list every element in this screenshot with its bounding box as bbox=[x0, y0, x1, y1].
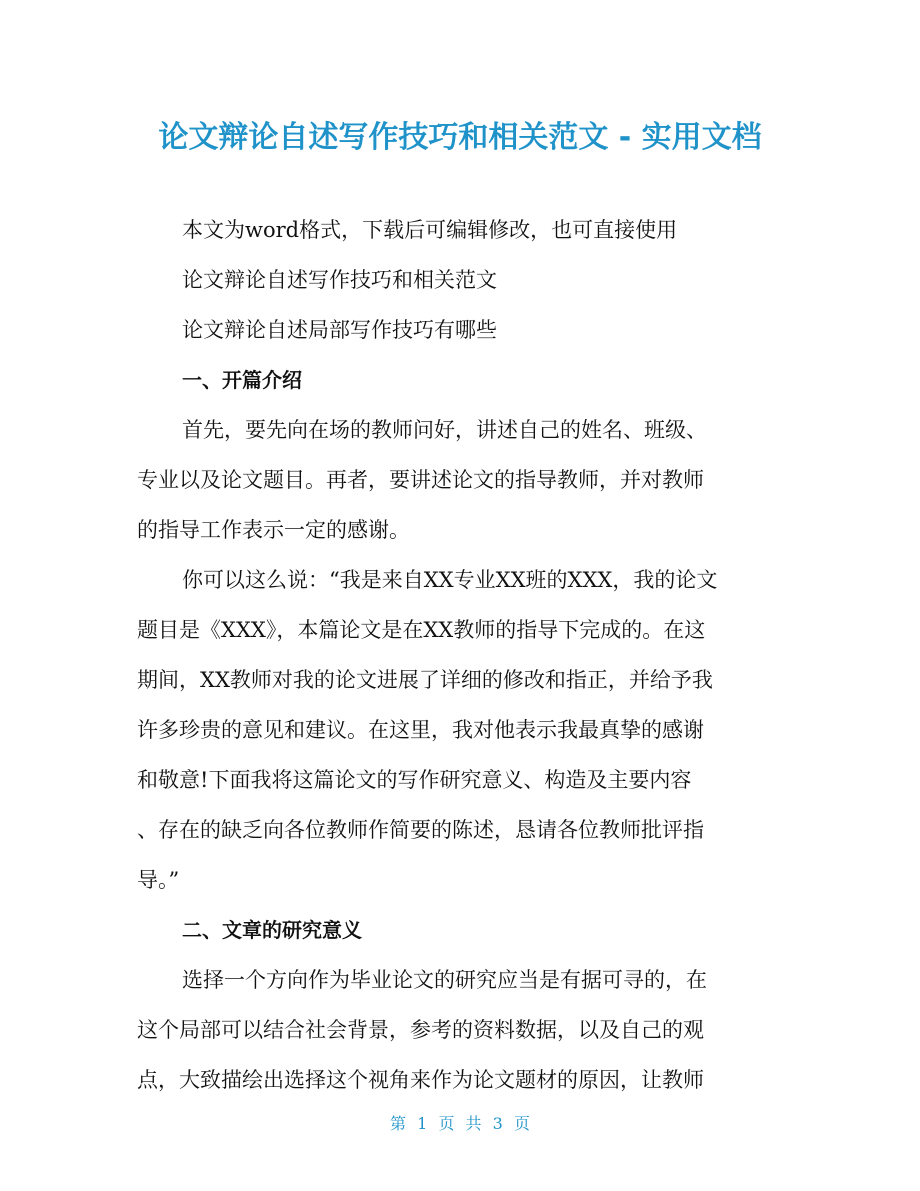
paragraph-line: 专业以及论文题目。再者，要讲述论文的指导教师，并对教师 bbox=[137, 468, 704, 492]
paragraph-line: 期间，XX教师对我的论文进展了详细的修改和指正，并给予我 bbox=[137, 668, 713, 692]
paragraph-line: 选择一个方向作为毕业论文的研究应当是有据可寻的，在 bbox=[182, 968, 707, 992]
footer-page-current: 1 bbox=[417, 1114, 428, 1133]
paragraph-line: 和敬意!下面我将这篇论文的写作研究意义、构造及主要内容 bbox=[137, 768, 692, 792]
footer-label-di: 第 bbox=[390, 1114, 407, 1133]
page-footer bbox=[0, 1112, 920, 1136]
section-heading-opening: 一、开篇介绍 bbox=[182, 368, 302, 392]
footer-label-ye: 页 bbox=[438, 1114, 455, 1133]
footer-label-ye2: 页 bbox=[513, 1114, 530, 1133]
subtitle-line: 论文辩论自述写作技巧和相关范文 bbox=[182, 268, 497, 292]
footer-label-gong: 共 bbox=[465, 1114, 482, 1133]
question-line: 论文辩论自述局部写作技巧有哪些 bbox=[182, 318, 497, 342]
section-heading-significance: 二、文章的研究意义 bbox=[182, 918, 362, 942]
paragraph-line: 许多珍贵的意见和建议。在这里，我对他表示我最真挚的感谢 bbox=[137, 718, 704, 742]
paragraph-line: 、存在的缺乏向各位教师作简要的陈述，恳请各位教师批评指 bbox=[137, 818, 704, 842]
document-title: 论文辩论自述写作技巧和相关范文 - 实用文档 bbox=[158, 120, 762, 155]
paragraph-line: 这个局部可以结合社会背景，参考的资料数据，以及自己的观 bbox=[137, 1018, 704, 1042]
footer-page-total: 3 bbox=[492, 1114, 503, 1133]
paragraph-line: 的指导工作表示一定的感谢。 bbox=[137, 518, 410, 542]
intro-line: 本文为word格式，下载后可编辑修改，也可直接使用 bbox=[182, 218, 678, 242]
paragraph-line: 题目是《XXX》，本篇论文是在XX教师的指导下完成的。在这 bbox=[137, 618, 706, 642]
paragraph-line: 点，大致描绘出选择这个视角来作为论文题材的原因，让教师 bbox=[137, 1068, 704, 1092]
paragraph-line: 首先，要先向在场的教师问好，讲述自己的姓名、班级、 bbox=[182, 418, 707, 442]
paragraph-line: 你可以这么说：“我是来自XX专业XX班的XXX，我的论文 bbox=[182, 568, 718, 592]
paragraph-line: 导。” bbox=[137, 868, 180, 892]
